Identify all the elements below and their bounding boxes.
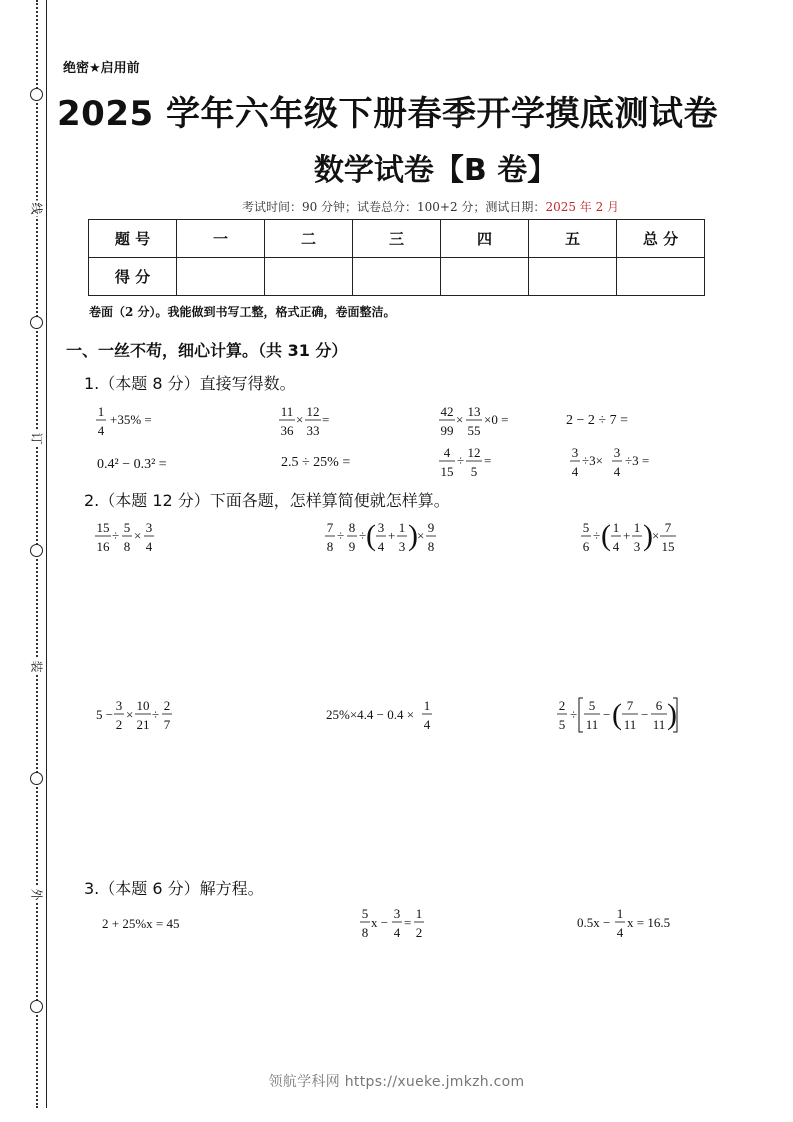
num: 15 (96, 520, 110, 535)
binding-hole-5 (30, 1000, 43, 1013)
num: 4 (443, 445, 451, 460)
score-input-cell[interactable] (265, 258, 353, 296)
expr-text: x = 16.5 (627, 915, 671, 930)
op: ÷ (593, 528, 601, 543)
op: − (603, 707, 611, 722)
num: 2 (163, 698, 171, 713)
binding-hole-4 (30, 772, 43, 785)
equation-1: 2 + 25%x = 45 (102, 916, 180, 931)
expr-text: 25%×4.4 − 0.4 × (326, 707, 415, 722)
expr-text: 5 − (96, 707, 114, 722)
num: 1 (612, 520, 620, 535)
binding-word-xian: 线 (29, 202, 44, 215)
binding-word-wai: 外 (29, 888, 44, 901)
op: + (623, 528, 631, 543)
den: 4 (571, 464, 579, 479)
op: ÷ (152, 707, 160, 722)
binding-hole-2 (30, 316, 43, 329)
den: 6 (582, 539, 590, 554)
expr-1-5: 0.4² − 0.3² = (97, 457, 167, 472)
expr-1-7 (439, 445, 491, 479)
score-input-cell[interactable] (177, 258, 265, 296)
num: 3 (613, 445, 621, 460)
op: × (456, 412, 464, 427)
op: ÷ (112, 528, 120, 543)
score-header-cell: 题 号 (89, 220, 177, 258)
expr-2-3 (581, 519, 676, 554)
den: 55 (467, 423, 481, 438)
score-header-cell: 四 (441, 220, 529, 258)
question-3-title: 3.（本题 6 分）解方程。 (84, 879, 264, 898)
op: = (404, 915, 412, 930)
den: 4 (613, 464, 621, 479)
section-1-title: 一、一丝不苟，细心计算。（共 31 分） (66, 341, 348, 360)
score-header-cell: 总 分 (617, 220, 705, 258)
op: ÷ (359, 528, 367, 543)
den: 8 (427, 539, 435, 554)
den: 33 (306, 423, 320, 438)
neatness-note: 卷面（2 分）。我能做到书写工整，格式正确，卷面整洁。 (89, 305, 396, 319)
den: 4 (393, 925, 401, 940)
paren: ) (408, 519, 418, 552)
num: 1 (423, 698, 431, 713)
secret-mark: 绝密★启用前 (63, 61, 140, 76)
op: ÷3× (582, 453, 603, 468)
binding-hole-1 (30, 88, 43, 101)
expr-1-8 (570, 445, 649, 479)
expr-2-2 (325, 519, 436, 554)
expr-text: ×0 = (484, 412, 509, 427)
score-input-cell[interactable] (441, 258, 529, 296)
num: 3 (115, 698, 123, 713)
num: 6 (655, 698, 663, 713)
expr-1-6: 2.5 ÷ 25% = (281, 455, 351, 470)
den: 4 (423, 717, 431, 732)
den: 11 (652, 717, 666, 732)
den: 4 (612, 539, 620, 554)
binding-word-zhuang: 装 (29, 660, 44, 673)
score-value-row (89, 258, 705, 296)
expr-2-4 (96, 698, 172, 732)
den: 8 (361, 925, 369, 940)
op: = (484, 453, 492, 468)
op: × (417, 528, 425, 543)
question-2-title: 2.（本题 12 分）下面各题，怎样算简便就怎样算。 (84, 491, 450, 510)
num: 1 (398, 520, 406, 535)
den: 15 (440, 464, 454, 479)
score-input-cell[interactable] (529, 258, 617, 296)
score-header-cell: 二 (265, 220, 353, 258)
num: 12 (467, 445, 481, 460)
num: 7 (326, 520, 334, 535)
page-title: 2025 学年六年级下册春季开学摸底测试卷 (57, 94, 718, 134)
num: 1 (633, 520, 641, 535)
op: ÷ (457, 453, 465, 468)
expr-2-5 (326, 698, 432, 732)
paren: ( (601, 519, 611, 552)
expr-1-1 (96, 404, 152, 438)
score-input-cell[interactable] (353, 258, 441, 296)
op: = (322, 412, 330, 427)
den: 8 (326, 539, 334, 554)
num: 13 (467, 404, 481, 419)
num: 2 (558, 698, 566, 713)
binding-word-ding: 订 (29, 432, 44, 445)
expr-2-6 (557, 698, 677, 732)
exam-info-text: 考试时间：90 分钟；试卷总分：100+2 分；测试日期： (241, 200, 546, 214)
num: 11 (280, 404, 294, 419)
num: 7 (626, 698, 634, 713)
num: 10 (136, 698, 150, 713)
exam-date: 2025 年 2 月 (545, 200, 620, 214)
op: × (126, 707, 134, 722)
den: 11 (585, 717, 599, 732)
den: 4 (377, 539, 385, 554)
footer-watermark: 领航学科网 https://xueke.jmkzh.com (268, 1074, 525, 1090)
den: 99 (440, 423, 454, 438)
den: 2 (115, 717, 123, 732)
question-1-title: 1.（本题 8 分）直接写得数。 (84, 374, 296, 393)
score-row-label: 得 分 (89, 258, 177, 296)
op: + (388, 528, 396, 543)
score-table (88, 219, 705, 296)
num: 7 (664, 520, 672, 535)
num: 3 (377, 520, 385, 535)
score-input-cell[interactable] (617, 258, 705, 296)
den: 7 (163, 717, 171, 732)
den: 11 (623, 717, 637, 732)
num: 5 (361, 906, 369, 921)
paren: ( (612, 698, 622, 731)
score-header-cell: 三 (353, 220, 441, 258)
op: × (652, 528, 660, 543)
num: 5 (123, 520, 131, 535)
score-header-row (89, 220, 705, 258)
exam-info (0, 198, 793, 215)
expr-text: ÷3 = (625, 453, 650, 468)
num: 12 (306, 404, 320, 419)
paren: ) (643, 519, 653, 552)
expr-1-2 (279, 404, 329, 438)
den: 2 (415, 925, 423, 940)
num: 42 (440, 404, 454, 419)
num: 9 (427, 520, 435, 535)
expr-text: x − (371, 915, 389, 930)
op: × (134, 528, 142, 543)
den: 5 (558, 717, 566, 732)
binding-hole-3 (30, 544, 43, 557)
op: × (296, 412, 304, 427)
num: 3 (393, 906, 401, 921)
den: 4 (616, 925, 624, 940)
expr-2-1 (95, 520, 154, 554)
score-header-cell: 五 (529, 220, 617, 258)
num: 1 (415, 906, 423, 921)
den: 36 (280, 423, 294, 438)
page-subtitle: 数学试卷【B 卷】 (313, 153, 558, 188)
den: 16 (96, 539, 110, 554)
expr-text: +35% = (110, 412, 152, 427)
expr-1-4: 2 − 2 ÷ 7 = (566, 413, 628, 428)
num: 8 (348, 520, 356, 535)
den: 3 (398, 539, 406, 554)
den: 4 (97, 423, 105, 438)
op: − (641, 707, 649, 722)
den: 4 (145, 539, 153, 554)
num: 5 (588, 698, 596, 713)
paren: ( (366, 519, 376, 552)
den: 5 (470, 464, 478, 479)
den: 9 (348, 539, 356, 554)
equation-3 (577, 906, 670, 940)
num: 5 (582, 520, 590, 535)
den: 21 (136, 717, 150, 732)
equation-2 (360, 906, 424, 940)
expr-text: 0.5x − (577, 915, 611, 930)
op: ÷ (570, 707, 578, 722)
num: 3 (571, 445, 579, 460)
op: ÷ (337, 528, 345, 543)
den: 8 (123, 539, 131, 554)
paren: ) (667, 698, 677, 731)
expr-1-3 (439, 404, 508, 438)
num: 3 (145, 520, 153, 535)
den: 15 (661, 539, 675, 554)
den: 3 (633, 539, 641, 554)
score-header-cell: 一 (177, 220, 265, 258)
num: 1 (97, 404, 105, 419)
num: 1 (616, 906, 624, 921)
